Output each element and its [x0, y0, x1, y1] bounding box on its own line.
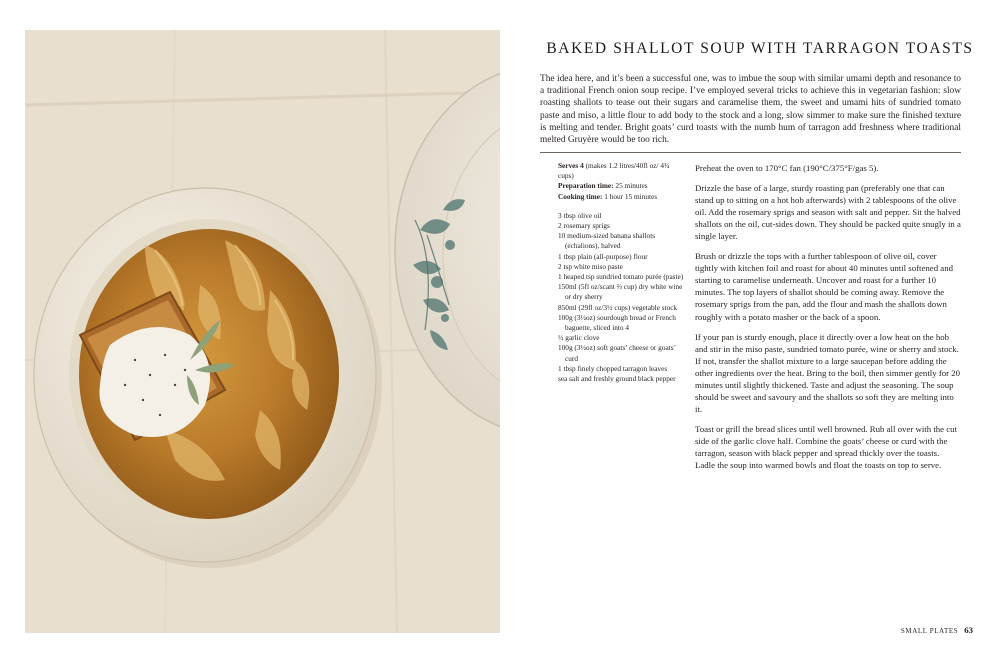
ingredient-item: 2 tsp white miso paste [558, 261, 623, 271]
prep-time-label: Preparation time: [558, 181, 614, 191]
soup-photo-illustration [25, 30, 500, 633]
ingredient-item: 10 medium-sized banana shallots (echalions), halved [558, 231, 656, 251]
ingredient-item: ½ garlic clove [558, 333, 600, 343]
page-footer [901, 625, 973, 635]
ingredient-item: 100g (3½oz) sourdough bread or French baguette, sliced into 4 [558, 312, 676, 333]
ingredients-column [558, 161, 686, 384]
cook-time-line [558, 192, 686, 202]
cook-time-value: 1 hour 15 minutes [602, 191, 658, 201]
recipe-intro: The idea here, and it’s been a successful one, was to imbue the soup with similar umami depth and resonance to a traditional French onion soup recipe. I’ve employed several tricks to achieve this in vegetarian fashion: slow roasting shallots to tease out their sugars and caramelise them, the sweet and umami hits of sundried tomato paste and miso, a little flour to add body to the stock and a long, slow simmer to make sure the finished texture is melting and tender. Bright goats’ curd toasts with the numb hum of tarragon add freshness where traditional melted Gruyère would be too rich. [540, 74, 961, 146]
recipe-photo [25, 30, 500, 633]
ingredient-item: 150ml (5fl oz/scant ⅔ cup) dry white wine or dry sherry [558, 282, 683, 302]
section-name: SMALL PLATES [900, 627, 959, 635]
section-divider [540, 152, 961, 153]
method-step: Toast or grill the bread slices until well browned. Rub all over with the cut side of the garlic clove half. Combine the goats’ cheese or curd with the tarragon, season with black pepper and spread thickly over the toasts. Ladle the soup into warmed bowls and float the toasts on top to serve. [695, 423, 958, 471]
ingredient-item: 1 tbsp finely chopped tarragon leaves [558, 363, 668, 373]
ingredient-item: 1 tbsp plain (all-purpose) flour [558, 251, 648, 261]
serves-label: Serves 4 [558, 161, 584, 170]
prep-time-value: 25 minutes [613, 181, 648, 191]
method-step: If your pan is sturdy enough, place it directly over a low heat on the hob and stir in the miso paste, sundried tomato purée, wine or sherry and stock. If not, transfer the shallot mixture to a large saucepan before adding the other ingredients over the heat. Bring to the boil, then simmer gently for 20 minutes until slightly thickened. Taste and adjust the seasoning. The soup should be sweet and savoury and the shallots so soft they are melting into it. [695, 331, 961, 414]
cook-time-label: Cooking time: [558, 191, 603, 201]
ingredient-list [558, 211, 686, 384]
method-step: Preheat the oven to 170°C fan (190°C/375°F/gas 5). [695, 163, 879, 173]
method-step: Brush or drizzle the tops with a further tablespoon of olive oil, cover tightly with kitchen foil and roast for about 40 minutes until softened and starting to caramelise underneath. Uncover and roast for a further 10 minutes. The top layers of shallot should be coming away. Remove the rosemary sprigs from the pan, add the flour and mash the shallots down roughly with a potato masher or the back of a spoon. [695, 251, 953, 322]
ingredient-item: 100g (3½oz) soft goats’ cheese or goats’ curd [558, 343, 676, 363]
method-column [695, 162, 961, 479]
ingredient-item: 1 heaped tsp sundried tomato purée (paste) [558, 272, 684, 282]
ingredient-item: 850ml (29fl oz/3½ cups) vegetable stock [558, 302, 678, 312]
prep-time-line [558, 181, 686, 191]
serves-value: (makes 1.2 litres/40fl oz/ 4¾ cups) [558, 161, 670, 181]
serves-line [558, 161, 686, 181]
ingredient-item: 3 tbsp olive oil [558, 210, 602, 220]
ingredient-item: 2 rosemary sprigs [558, 221, 610, 231]
ingredient-item: sea salt and freshly ground black pepper [558, 374, 676, 384]
recipe-title: BAKED SHALLOT SOUP WITH TARRAGON TOASTS [546, 40, 974, 57]
page-number: 63 [964, 625, 973, 635]
method-step: Drizzle the base of a large, sturdy roasting pan (preferably one that can stand up to sitting on a hot hob afterwards) with 2 tablespoons of the olive oil. Add the rosemary sprigs and season with salt and pepper. Sit the halved shallots on the oil, cut-sides down. They should be packed quite snugly in a single layer. [695, 183, 961, 242]
